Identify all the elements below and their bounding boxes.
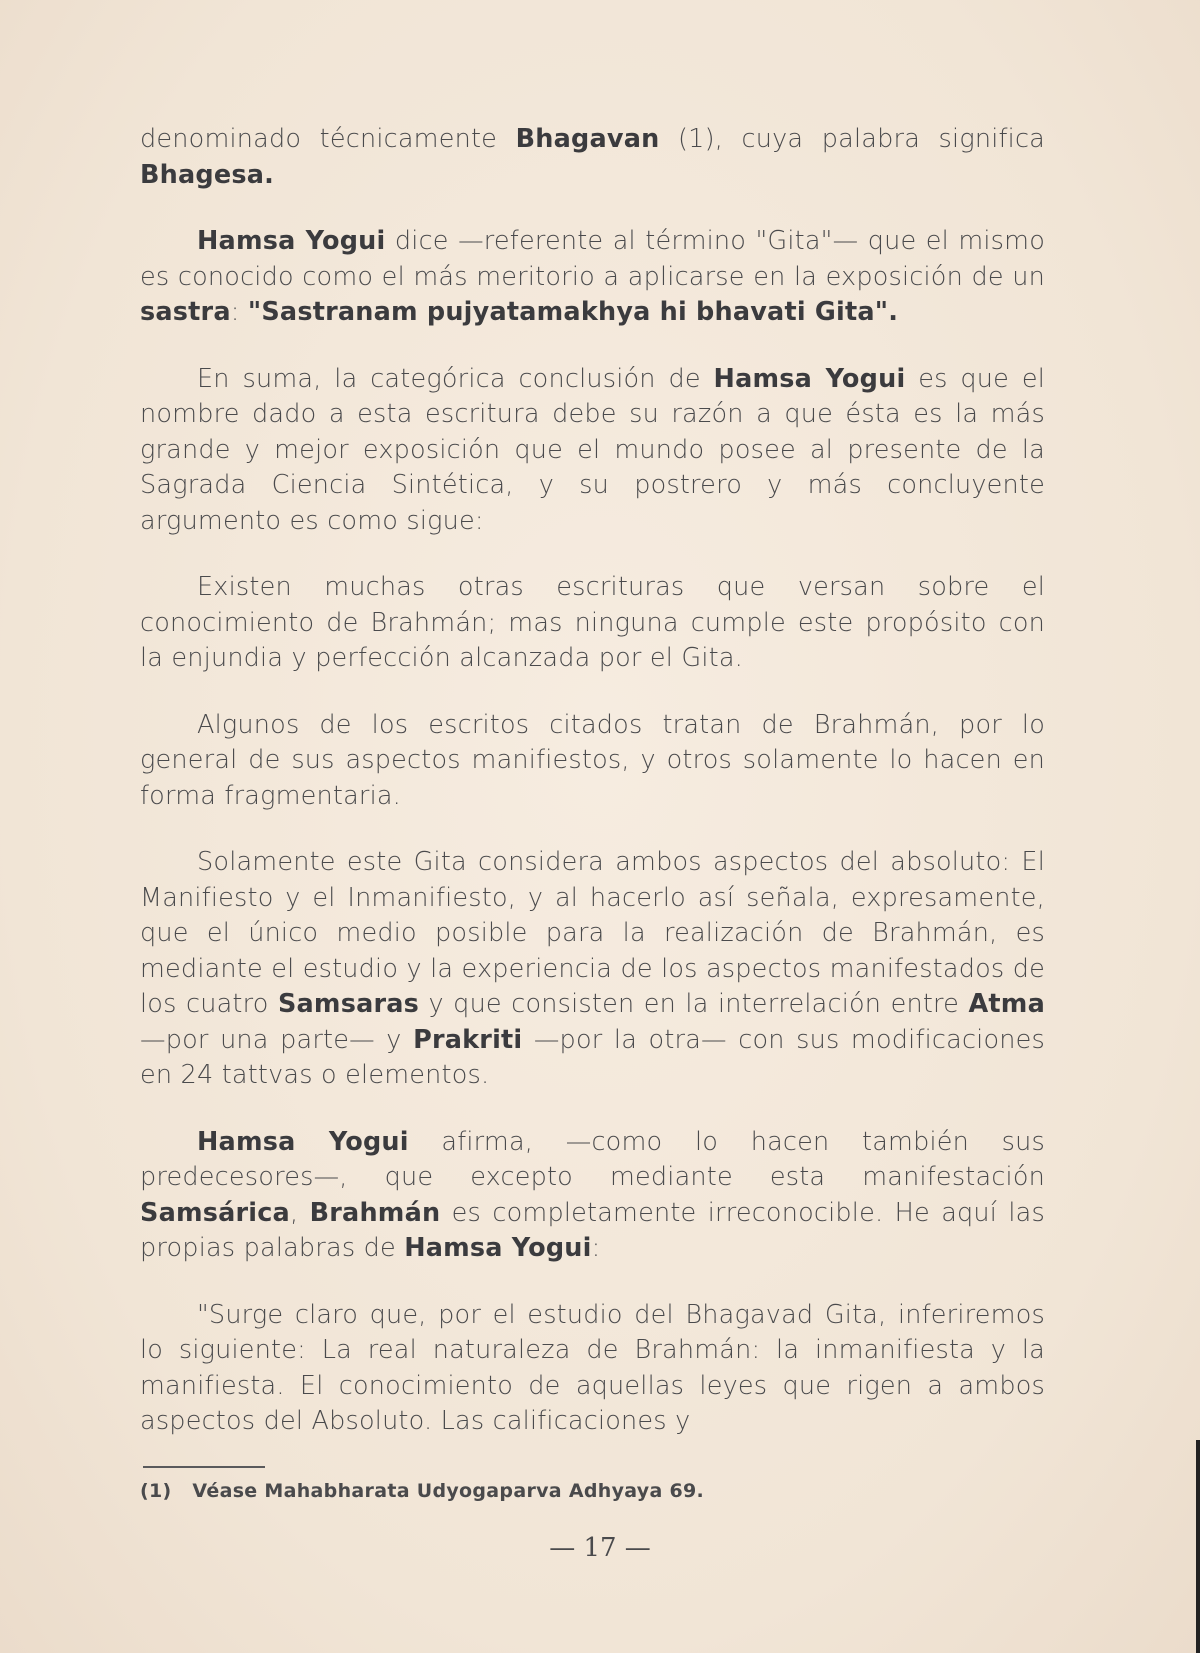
bold-term: Prakriti	[413, 1024, 523, 1055]
text-run: Algunos de los escritos citados tratan de Brahmán, por lo general de sus aspectos manifiestos, y otros solamente lo hacen en forma fragmentaria.	[140, 709, 1045, 811]
text-run: —por una parte— y	[140, 1024, 414, 1055]
paragraph	[140, 570, 1045, 677]
footnote	[140, 1480, 704, 1502]
text-run: es completamente irreconocible. He aquí las propias palabras de	[140, 1197, 1045, 1263]
text-run: Solamente este Gita considera ambos aspectos del absoluto: El Manifiesto y el Inmanifiesto, y al hacerlo así señala, expresamente, que el único medio posible para la realización de Brahmán, es mediante el estudio y la experiencia de los aspectos manifestados de los cuatro	[140, 847, 1045, 1019]
bold-term: Atma	[968, 989, 1045, 1019]
text-run: "Surge claro que, por el estudio del Bhagavad Gita, inferiremos lo siguiente: La real naturaleza de Brahmán: la inmanifiesta y la manifiesta. El conocimiento de aquellas leyes que rigen a ambos aspectos del Absoluto. Las calificaciones y	[140, 1299, 1045, 1436]
text-run: Existen muchas otras escrituras que versan sobre el conocimiento de Brahmán; mas ninguna cumple este propósito con la enjundia y perfección alcanzada por el Gita.	[140, 572, 1045, 673]
text-run: afirma, —como lo hacen también sus predecesores—, que excepto mediante esta manifestación	[140, 1126, 1046, 1192]
text-run: denominado técnicamente	[140, 124, 516, 154]
text-run: ,	[289, 1197, 310, 1228]
bold-term: Hamsa Yogui	[713, 363, 906, 394]
paragraph	[140, 1298, 1045, 1440]
text-run: y que consisten en la interrelación entre	[419, 989, 969, 1019]
text-run: :	[230, 297, 248, 327]
page-number: — 17 —	[549, 1533, 651, 1563]
bold-term: Samsaras	[277, 989, 420, 1019]
text-run: —por la otra— con sus modificaciones en 24 tattvas o elementos.	[140, 1024, 1045, 1090]
text-run: (1), cuya palabra significa	[659, 124, 1045, 154]
text-run: es que el nombre dado a esta escritura debe su razón a que ésta es la más grande y mejor exposición que el mundo posee al presente de la Sagrada Ciencia Sintética, y su postrero y más concluyente argumento es como sigue:	[140, 363, 1045, 536]
bold-term: Samsárica	[140, 1197, 290, 1228]
bold-term: Brahmán	[309, 1197, 441, 1228]
bold-term: sastra	[140, 297, 231, 327]
footnote-rule	[143, 1466, 265, 1468]
body-text	[140, 122, 1045, 1440]
bold-term: Bhagesa.	[140, 159, 275, 190]
page-edge-shadow	[1196, 1440, 1200, 1653]
bold-term: Hamsa Yogui	[197, 1126, 409, 1157]
paragraph	[140, 362, 1045, 540]
paragraph	[140, 708, 1045, 815]
footnote-text: Véase Mahabharata Udyogaparva Adhyaya 69.	[192, 1480, 705, 1502]
bold-term: Hamsa Yogui	[404, 1233, 592, 1263]
footnote-marker: (1)	[140, 1480, 172, 1502]
text-run: En suma, la categórica conclusión de	[197, 363, 714, 394]
text-run: :	[591, 1233, 601, 1263]
paragraph	[140, 1125, 1045, 1267]
bold-term: Bhagavan	[515, 124, 660, 154]
bold-term: Hamsa Yogui	[197, 226, 386, 256]
paragraph	[140, 845, 1045, 1094]
text-run: dice —referente al término "Gita"— que el mismo es conocido como el más meritorio a aplicarse en la exposición de un	[140, 226, 1045, 292]
paragraph	[140, 224, 1045, 331]
bold-term: "Sastranam pujyatamakhya hi bhavati Gita".	[247, 297, 899, 327]
paragraph	[140, 122, 1045, 193]
